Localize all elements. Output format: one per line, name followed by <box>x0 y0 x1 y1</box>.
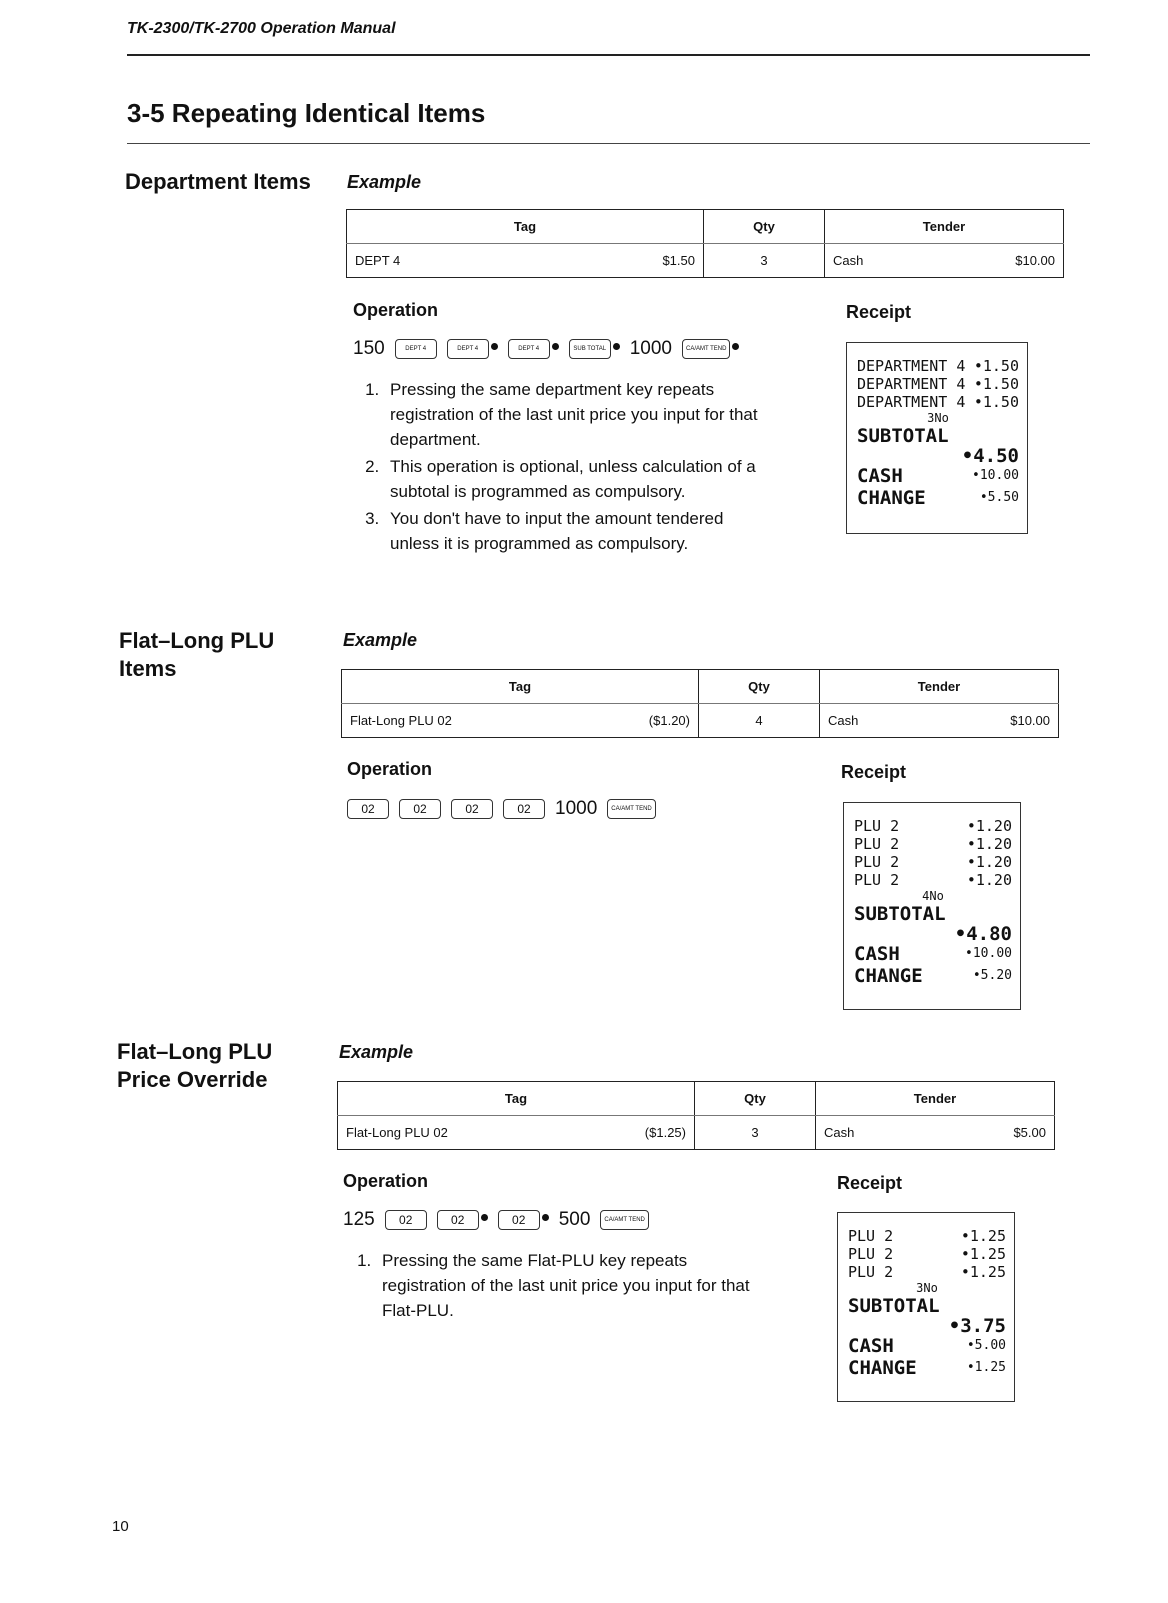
item-price: ($1.20) <box>648 713 690 728</box>
plu-02-key: 02 <box>498 1210 540 1230</box>
press-dot-icon <box>613 343 620 350</box>
op-number: 1000 <box>629 338 672 359</box>
section-heading-department-items: Department Items <box>125 169 311 194</box>
dept-4-key: DEPT 4 <box>395 339 437 359</box>
tender-type: Cash <box>824 1125 855 1140</box>
receipt-cash: CASH •5.00 <box>848 1335 1006 1357</box>
receipt-subtotal: •4.80 <box>954 923 1012 945</box>
tender-type: Cash <box>833 253 864 268</box>
plu-02-key: 02 <box>503 799 545 819</box>
col-tender-header: Tender <box>816 1082 1055 1116</box>
dept-4-key: DEPT 4 <box>447 339 489 359</box>
receipt-line: PLU 2 •1.25 <box>848 1245 1006 1263</box>
dept-4-key: DEPT 4 <box>508 339 550 359</box>
receipt-subtotal: •3.75 <box>948 1315 1006 1337</box>
receipt <box>846 342 1028 534</box>
plu-02-key: 02 <box>437 1210 479 1230</box>
receipt-line: DEPARTMENT 4 •1.50 <box>857 375 1019 393</box>
receipt-line: PLU 2 •1.20 <box>854 853 1012 871</box>
page-title: 3-5 Repeating Identical Items <box>127 98 486 128</box>
notes-list <box>350 377 759 558</box>
operation-label: Operation <box>353 300 439 320</box>
col-tender-header: Tender <box>825 210 1064 244</box>
item-name: Flat-Long PLU 02 <box>346 1125 448 1140</box>
example-table <box>346 209 1064 278</box>
op-number: 150 <box>353 338 385 359</box>
tender-amount: $10.00 <box>1015 253 1055 268</box>
operation-label: Operation <box>343 1171 429 1191</box>
press-dot-icon <box>491 343 498 350</box>
receipt-line: PLU 2 •1.25 <box>848 1227 1006 1245</box>
cash-tend-key: CA/AMT TEND <box>600 1210 648 1230</box>
example-label: Example <box>347 172 422 192</box>
section-heading-flat-long-plu-items: Flat–Long PLU Items <box>119 628 275 681</box>
section-heading-flat-long-plu-price-override: Flat–Long PLU Price Override <box>117 1039 273 1092</box>
receipt-subtotal-label: SUBTOTAL <box>857 425 949 447</box>
receipt-qty: 3No <box>927 411 949 425</box>
note-item: 2. This operation is optional, unless calculation of a subtotal is programmed as compulsory. <box>384 454 759 504</box>
operation-sequence <box>353 338 739 360</box>
item-name: DEPT 4 <box>355 253 401 268</box>
receipt-line: PLU 2 •1.20 <box>854 835 1012 853</box>
page-number: 10 <box>112 1518 129 1535</box>
press-dot-icon <box>552 343 559 350</box>
receipt-qty: 4No <box>922 889 944 903</box>
col-qty-header: Qty <box>704 210 825 244</box>
note-item: 1. Pressing the same Flat-PLU key repeats registration of the last unit price you input for that Flat-PLU. <box>376 1248 751 1323</box>
notes-list <box>342 1248 751 1325</box>
receipt-cash: CASH •10.00 <box>854 943 1012 965</box>
item-price: $1.50 <box>662 253 695 268</box>
example-table <box>337 1081 1055 1150</box>
receipt-line: PLU 2 •1.25 <box>848 1263 1006 1281</box>
col-tag-header: Tag <box>347 210 704 244</box>
receipt-subtotal-label: SUBTOTAL <box>848 1295 940 1317</box>
item-name: Flat-Long PLU 02 <box>350 713 452 728</box>
example-table <box>341 669 1059 738</box>
plu-02-key: 02 <box>399 799 441 819</box>
item-qty: 3 <box>704 244 825 278</box>
manual-title: TK-2300/TK-2700 Operation Manual <box>127 20 396 37</box>
operation-sequence <box>347 798 656 820</box>
receipt-line: PLU 2 •1.20 <box>854 817 1012 835</box>
tender-amount: $10.00 <box>1010 713 1050 728</box>
receipt-qty: 3No <box>916 1281 938 1295</box>
col-qty-header: Qty <box>695 1082 816 1116</box>
receipt-label: Receipt <box>841 762 907 782</box>
receipt-label: Receipt <box>837 1173 903 1193</box>
item-price: ($1.25) <box>644 1125 686 1140</box>
operation-sequence <box>343 1209 649 1231</box>
note-item: 1. Pressing the same department key repeats registration of the last unit price you input for that department. <box>384 377 759 452</box>
col-tender-header: Tender <box>820 670 1059 704</box>
receipt <box>837 1212 1015 1402</box>
plu-02-key: 02 <box>451 799 493 819</box>
receipt-label: Receipt <box>846 302 912 322</box>
receipt <box>843 802 1021 1010</box>
example-label: Example <box>339 1042 414 1062</box>
subtotal-key: SUB TOTAL <box>569 339 611 359</box>
operation-label: Operation <box>347 759 433 779</box>
op-number: 1000 <box>555 798 598 819</box>
receipt-change: CHANGE •5.50 <box>857 487 1019 509</box>
receipt-change: CHANGE •5.20 <box>854 965 1012 987</box>
example-label: Example <box>343 630 418 650</box>
plu-02-key: 02 <box>347 799 389 819</box>
receipt-line: PLU 2 •1.20 <box>854 871 1012 889</box>
col-tag-header: Tag <box>338 1082 695 1116</box>
title-rule <box>127 143 1090 144</box>
receipt-line: DEPARTMENT 4 •1.50 <box>857 357 1019 375</box>
receipt-subtotal-label: SUBTOTAL <box>854 903 946 925</box>
col-tag-header: Tag <box>342 670 699 704</box>
plu-02-key: 02 <box>385 1210 427 1230</box>
tender-type: Cash <box>828 713 859 728</box>
receipt-line: DEPARTMENT 4 •1.50 <box>857 393 1019 411</box>
header-rule <box>127 54 1090 56</box>
op-number: 125 <box>343 1209 375 1230</box>
cash-tend-key: CA/AMT TEND <box>607 799 655 819</box>
receipt-subtotal: •4.50 <box>961 445 1019 467</box>
col-qty-header: Qty <box>699 670 820 704</box>
op-number: 500 <box>558 1209 591 1230</box>
receipt-cash: CASH •10.00 <box>857 465 1019 487</box>
note-item: 3. You don't have to input the amount tendered unless it is programmed as compulsory. <box>384 506 759 556</box>
tender-amount: $5.00 <box>1013 1125 1046 1140</box>
press-dot-icon <box>481 1214 488 1221</box>
item-qty: 3 <box>695 1116 816 1150</box>
cash-tend-key: CA/AMT TEND <box>682 339 730 359</box>
press-dot-icon <box>542 1214 549 1221</box>
receipt-change: CHANGE •1.25 <box>848 1357 1006 1379</box>
press-dot-icon <box>732 343 739 350</box>
item-qty: 4 <box>699 704 820 738</box>
